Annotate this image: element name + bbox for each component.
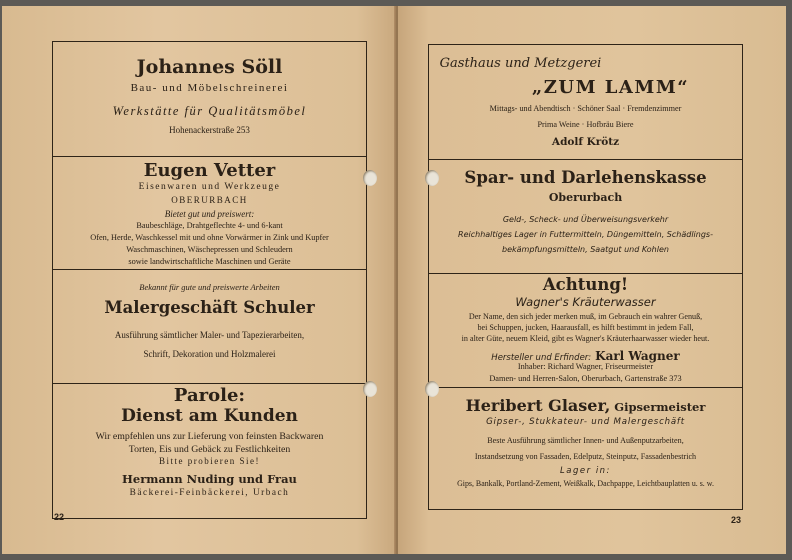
description-line: Instandsetzung von Fassaden, Edelputz, Steinputz, Fassadenbestrich xyxy=(474,452,697,461)
heading: Parole: xyxy=(173,385,246,406)
heading: Achtung! xyxy=(542,275,629,294)
description-line: Prima Weine · Hofbräu Biere xyxy=(537,120,634,129)
company-name: Johannes Söll xyxy=(136,56,283,78)
description-line: Bitte probieren Sie! xyxy=(159,456,260,466)
owner-name: Adolf Krötz xyxy=(551,136,620,148)
slogan: Werkstätte für Qualitätsmöbel xyxy=(112,104,307,118)
ad-wagners-kraeuterwasser xyxy=(429,273,742,388)
binding-hole xyxy=(363,381,377,397)
binding-hole xyxy=(425,381,439,397)
description-line: Torten, Eis und Gebäck zu Festlichkeiten xyxy=(128,444,291,455)
owner-name: Hermann Nuding und Frau xyxy=(122,472,297,486)
description-line: Wir empfehlen uns zur Lieferung von feinsten Backwaren xyxy=(95,431,324,442)
business-type: Gipser-, Stukkateur- und Malergeschäft xyxy=(486,417,685,427)
company-title: Gipsermeister xyxy=(614,400,706,414)
product-line: Waschmaschinen, Wäschepressen und Schleudern xyxy=(126,245,293,254)
town: OBERURBACH xyxy=(171,195,248,205)
company-name: Heribert Glaser, xyxy=(465,396,611,415)
business-type: Bau- und Möbelschreinerei xyxy=(130,82,289,94)
slogan: Bietet gut und preiswert: xyxy=(164,209,255,219)
description-line: bei Schuppen, jucken, Haarausfall, es hilft bestimmt in jedem Fall, xyxy=(477,323,694,332)
page-number: 22 xyxy=(54,512,65,522)
stock-label: Lager in: xyxy=(560,466,611,476)
ad-heribert-glaser xyxy=(429,387,742,510)
ad-zum-lamm xyxy=(429,45,742,159)
company-name: Eugen Vetter xyxy=(143,160,276,181)
product-line: Baubeschläge, Drahtgeflechte 4- und 6-kant xyxy=(136,221,283,230)
company-heading xyxy=(429,396,742,416)
product-name: Wagner's Kräuterwasser xyxy=(515,295,656,309)
description-line: Reichhaltiges Lager in Futtermitteln, Düngemitteln, Schädlings- xyxy=(458,230,713,239)
script-heading: Gasthaus und Metzgerei xyxy=(439,56,602,71)
maker-name: Karl Wagner xyxy=(595,349,680,363)
stock-line: Gips, Bankalk, Portland-Zement, Weißkalk, Dachpappe, Leichtbauplatten u. s. w. xyxy=(457,479,714,488)
owner-line: Inhaber: Richard Wagner, Friseurmeister xyxy=(517,362,654,371)
ad-malergeschaeft-schuler xyxy=(53,269,366,384)
description-line: in alter Güte, neuem Kleid, gibt es Wagner's Kräuterhaarwasser wieder heut. xyxy=(461,334,710,343)
description-line: Der Name, den sich jeder merken muß, im Gebrauch ein wahrer Genuß, xyxy=(468,312,703,321)
left-ad-frame xyxy=(52,41,367,519)
ad-spar-darlehenskasse xyxy=(429,159,742,274)
maker-label: Hersteller und Erfinder: xyxy=(491,353,592,363)
description-line: bekämpfungsmitteln, Saatgut und Kohlen xyxy=(502,245,669,254)
heading: Dienst am Kunden xyxy=(121,406,298,426)
salon-line: Damen- und Herren-Salon, Oberurbach, Gartenstraße 373 xyxy=(489,374,682,383)
description-line: Beste Ausführung sämtlicher Innen- und Außenputzarbeiten, xyxy=(487,436,684,445)
binding-hole xyxy=(363,170,377,186)
town: Oberurbach xyxy=(548,191,623,204)
ad-eugen-vetter xyxy=(53,156,366,270)
right-ad-frame xyxy=(428,44,743,510)
company-name: Malergeschäft Schuler xyxy=(104,298,315,317)
product-line: sowie landwirtschaftliche Maschinen und Geräte xyxy=(128,257,291,266)
business-type: Bäckerei-Feinbäckerei, Urbach xyxy=(129,488,290,498)
description-line: Geld-, Scheck- und Überweisungsverkehr xyxy=(502,215,669,224)
address: Hohenackerstraße 253 xyxy=(169,125,250,135)
left-page xyxy=(2,6,396,554)
page-number: 23 xyxy=(731,515,742,525)
company-name: Spar- und Darlehenskasse xyxy=(464,168,707,187)
business-type: Eisenwaren und Werkzeuge xyxy=(138,182,281,192)
description-line: Ausführung sämtlicher Maler- und Tapezierarbeiten, xyxy=(114,330,305,340)
right-page xyxy=(398,6,786,554)
company-name: „ZUM LAMM“ xyxy=(531,77,690,98)
tagline: Bekannt für gute und preiswerte Arbeiten xyxy=(139,282,280,292)
product-line: Ofen, Herde, Waschkessel mit und ohne Vorwärmer in Zink und Kupfer xyxy=(90,233,329,242)
description-line: Mittags- und Abendtisch · Schöner Saal · Fremdenzimmer xyxy=(489,104,682,113)
description-line: Schrift, Dekoration und Holzmalerei xyxy=(143,349,276,359)
ad-baeckerei-nuding xyxy=(53,383,366,519)
binding-hole xyxy=(425,170,439,186)
